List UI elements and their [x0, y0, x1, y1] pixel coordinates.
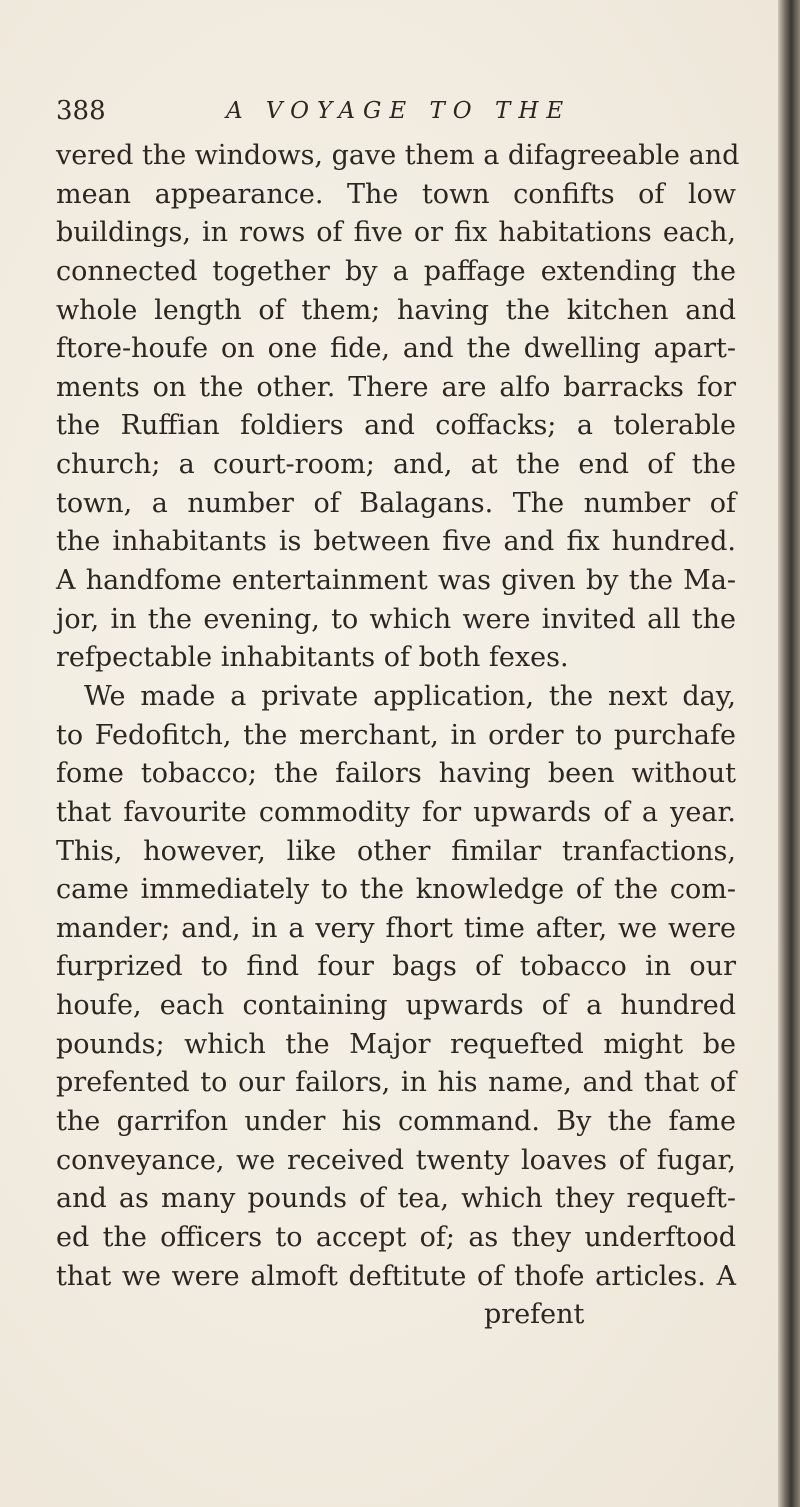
text-line: This, however, like other fimilar tranfactions,: [56, 835, 736, 867]
text-line: mander; and, in a very fhort time after, we were: [56, 912, 736, 944]
text-line: the Ruffian foldiers and coffacks; a tolerable: [56, 410, 736, 442]
text-line: that we were almoft deftitute of thofe articles. A: [56, 1260, 736, 1292]
text-line: that favourite commodity for upwards of a year.: [56, 796, 736, 828]
text-line: vered the windows, gave them a difagreeable and: [56, 140, 740, 171]
text-line: A handfome entertainment was given by the Ma-: [56, 565, 736, 597]
text-line: conveyance, we received twenty loaves of fugar,: [56, 1144, 736, 1176]
text-line: connected together by a paffage extending the: [56, 255, 736, 287]
text-line: ed the officers to accept of; as they underftood: [56, 1221, 736, 1253]
text-line: and as many pounds of tea, which they requeft-: [56, 1183, 736, 1215]
text-line: We made a private application, the next day,: [84, 680, 736, 712]
page-number: 388: [56, 96, 106, 126]
text-line: furprized to find four bags of tobacco in our: [56, 951, 736, 983]
text-line: pounds; which the Major requefted might be: [56, 1028, 736, 1060]
running-head: A VOYAGE TO THE: [226, 98, 572, 124]
body-text: [56, 137, 740, 1335]
text-line: houfe, each containing upwards of a hundred: [56, 990, 736, 1022]
text-line: mean appearance. The town confifts of low: [56, 178, 736, 210]
text-line: fome tobacco; the failors having been without: [56, 758, 736, 790]
text-line: ments on the other. There are alfo barracks for: [56, 371, 736, 403]
catchword: prefent: [484, 1299, 585, 1331]
text-line: prefented to our failors, in his name, and that of: [56, 1067, 736, 1099]
text-line: refpectable inhabitants of both fexes.: [56, 642, 569, 674]
text-line: whole length of them; having the kitchen and: [56, 294, 736, 326]
text-line: jor, in the evening, to which were invited all the: [56, 603, 736, 635]
text-line: church; a court-room; and, at the end of the: [56, 449, 736, 481]
text-line: to Fedofitch, the merchant, in order to purchafe: [56, 719, 736, 751]
text-line: the inhabitants is between five and fix hundred.: [56, 526, 736, 558]
page-edge: [778, 0, 800, 1507]
text-line: came immediately to the knowledge of the com-: [56, 874, 736, 906]
page-header: [56, 96, 756, 132]
text-line: the garrifon under his command. By the fame: [56, 1106, 736, 1138]
text-line: town, a number of Balagans. The number of: [56, 487, 736, 519]
text-line: buildings, in rows of five or fix habitations each,: [56, 217, 736, 249]
text-line: ftore-houfe on one fide, and the dwelling apart-: [56, 333, 736, 365]
